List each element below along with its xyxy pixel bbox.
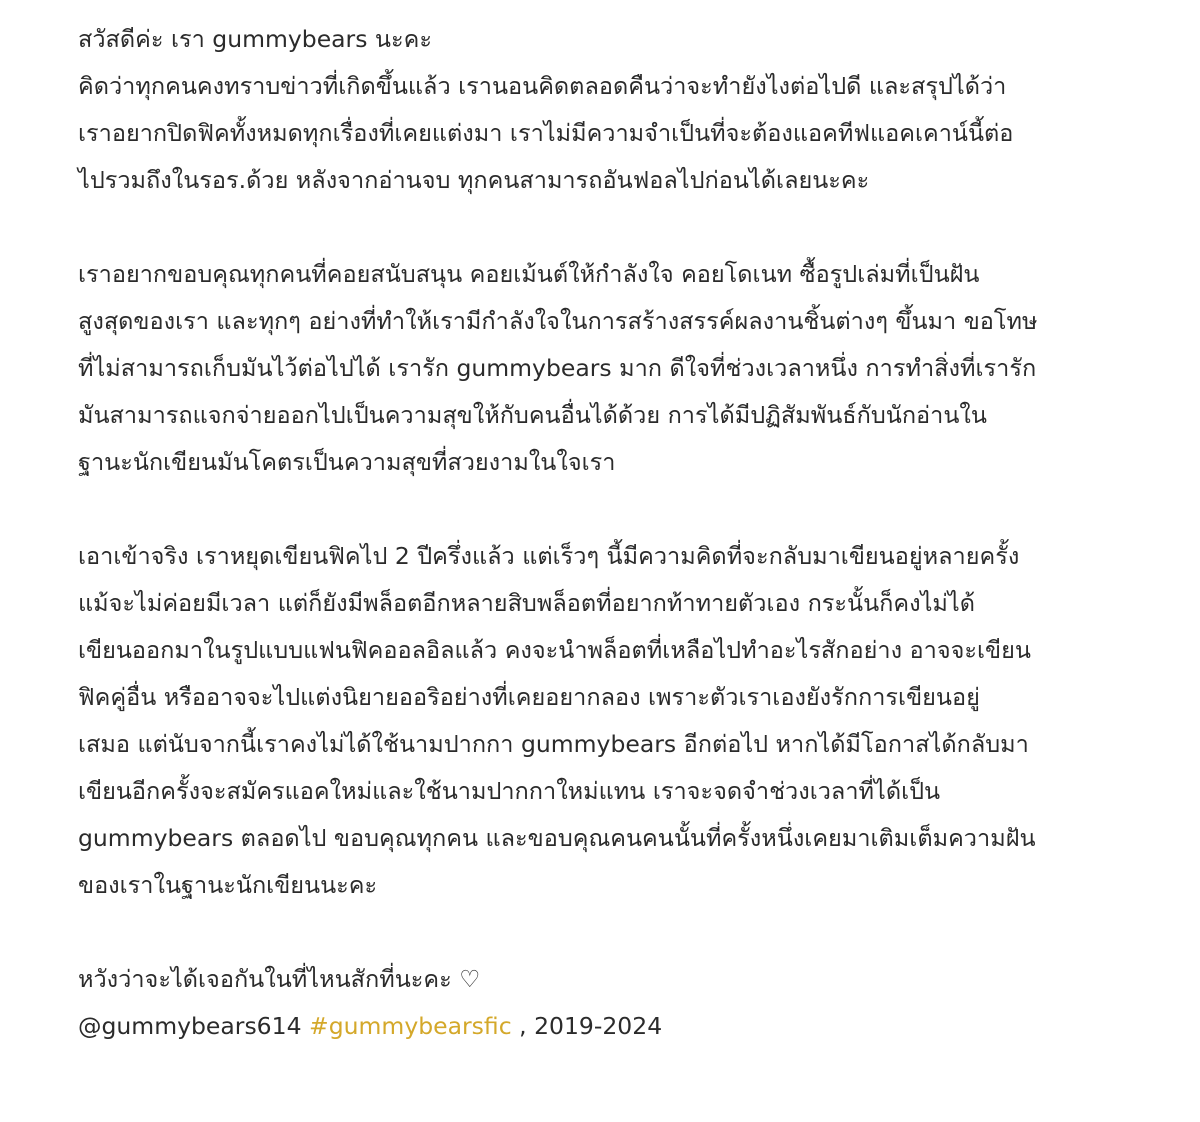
paragraph-line: เขียนออกมาในรูปแบบแฟนฟิคออลอิลแล้ว คงจะนำพล็อตที่เหลือไปทำอะไรสักอย่าง อาจจะเขียน [78, 636, 1031, 664]
paragraph-line: ฟิคคู่อื่น หรืออาจจะไปแต่งนิยายออริอย่างที่เคยอยากลอง เพราะตัวเราเองยังรักการเขียนอยู่ [78, 683, 980, 711]
paragraph-line: เขียนอีกครั้งจะสมัครแอคใหม่และใช้นามปากกาใหม่แทน เราจะจดจำช่วงเวลาที่ได้เป็น [78, 777, 941, 805]
signature-line [78, 1003, 1138, 1050]
paragraph-line: ไปรวมถึงในรอร.ด้วย หลังจากอ่านจบ ทุกคนสามารถอันฟอลไปก่อนได้เลยนะคะ [78, 166, 870, 194]
paragraph-line: gummybears ตลอดไป ขอบคุณทุกคน และขอบคุณคนคนนั้นที่ครั้งหนึ่งเคยมาเติมเต็มความฝัน [78, 824, 1036, 852]
paragraph-line: เราอยากขอบคุณทุกคนที่คอยสนับสนุน คอยเม้นต์ให้กำลังใจ คอยโดเนท ซื้อรูปเล่มที่เป็นฝัน [78, 260, 980, 288]
years-text: , 2019-2024 [519, 1012, 663, 1040]
paragraph-line: ฐานะนักเขียนมันโคตรเป็นความสุขที่สวยงามในใจเรา [78, 448, 616, 476]
paragraph-line: สูงสุดของเรา และทุกๆ อย่างที่ทำให้เรามีกำลังใจในการสร้างสรรค์ผลงานชิ้นต่างๆ ขึ้นมา ขอโทษ [78, 307, 1038, 335]
paragraph-line: ที่ไม่สามารถเก็บมันไว้ต่อไปได้ เรารัก gummybears มาก ดีใจที่ช่วงเวลาหนึ่ง การทำสิ่งที่เรารัก [78, 354, 1037, 382]
author-handle[interactable]: @gummybears614 [78, 1012, 302, 1040]
thanks-paragraph [78, 251, 1138, 486]
paragraph-line: แม้จะไม่ค่อยมีเวลา แต่ก็ยังมีพล็อตอีกหลายสิบพล็อตที่อยากท้าทายตัวเอง กระนั้นก็คงไม่ได้ [78, 589, 975, 617]
paragraph-line: มันสามารถแจกจ่ายออกไปเป็นความสุขให้กับคนอื่นได้ด้วย การได้มีปฏิสัมพันธ์กับนักอ่านใน [78, 401, 987, 429]
future-paragraph [78, 533, 1138, 909]
note-body [78, 16, 1138, 1050]
paragraph-line: คิดว่าทุกคนคงทราบข่าวที่เกิดขึ้นแล้ว เรานอนคิดตลอดคืนว่าจะทำยังไงต่อไปดี และสรุปได้ว่า [78, 72, 1007, 100]
hashtag-link[interactable]: #gummybearsfic [309, 1012, 512, 1040]
paragraph-line: เสมอ แต่นับจากนี้เราคงไม่ได้ใช้นามปากกา gummybears อีกต่อไป หากได้มีโอกาสได้กลับมา [78, 730, 1029, 758]
intro-paragraph [78, 16, 1138, 204]
paragraph-line: เราอยากปิดฟิคทั้งหมดทุกเรื่องที่เคยแต่งมา เราไม่มีความจำเป็นที่จะต้องแอคทีฟแอคเคาน์นี้ต่อ [78, 119, 1014, 147]
closing-paragraph [78, 956, 1138, 1050]
closing-line: หวังว่าจะได้เจอกันในที่ไหนสักที่นะคะ ♡ [78, 965, 481, 993]
paragraph-line: ของเราในฐานะนักเขียนนะคะ [78, 871, 378, 899]
paragraph-line: เอาเข้าจริง เราหยุดเขียนฟิคไป 2 ปีครึ่งแล้ว แต่เร็วๆ นี้มีความคิดที่จะกลับมาเขียนอยู่หลายครั้ง [78, 542, 1020, 570]
greeting-line: สวัสดีค่ะ เรา gummybears นะคะ [78, 25, 432, 53]
